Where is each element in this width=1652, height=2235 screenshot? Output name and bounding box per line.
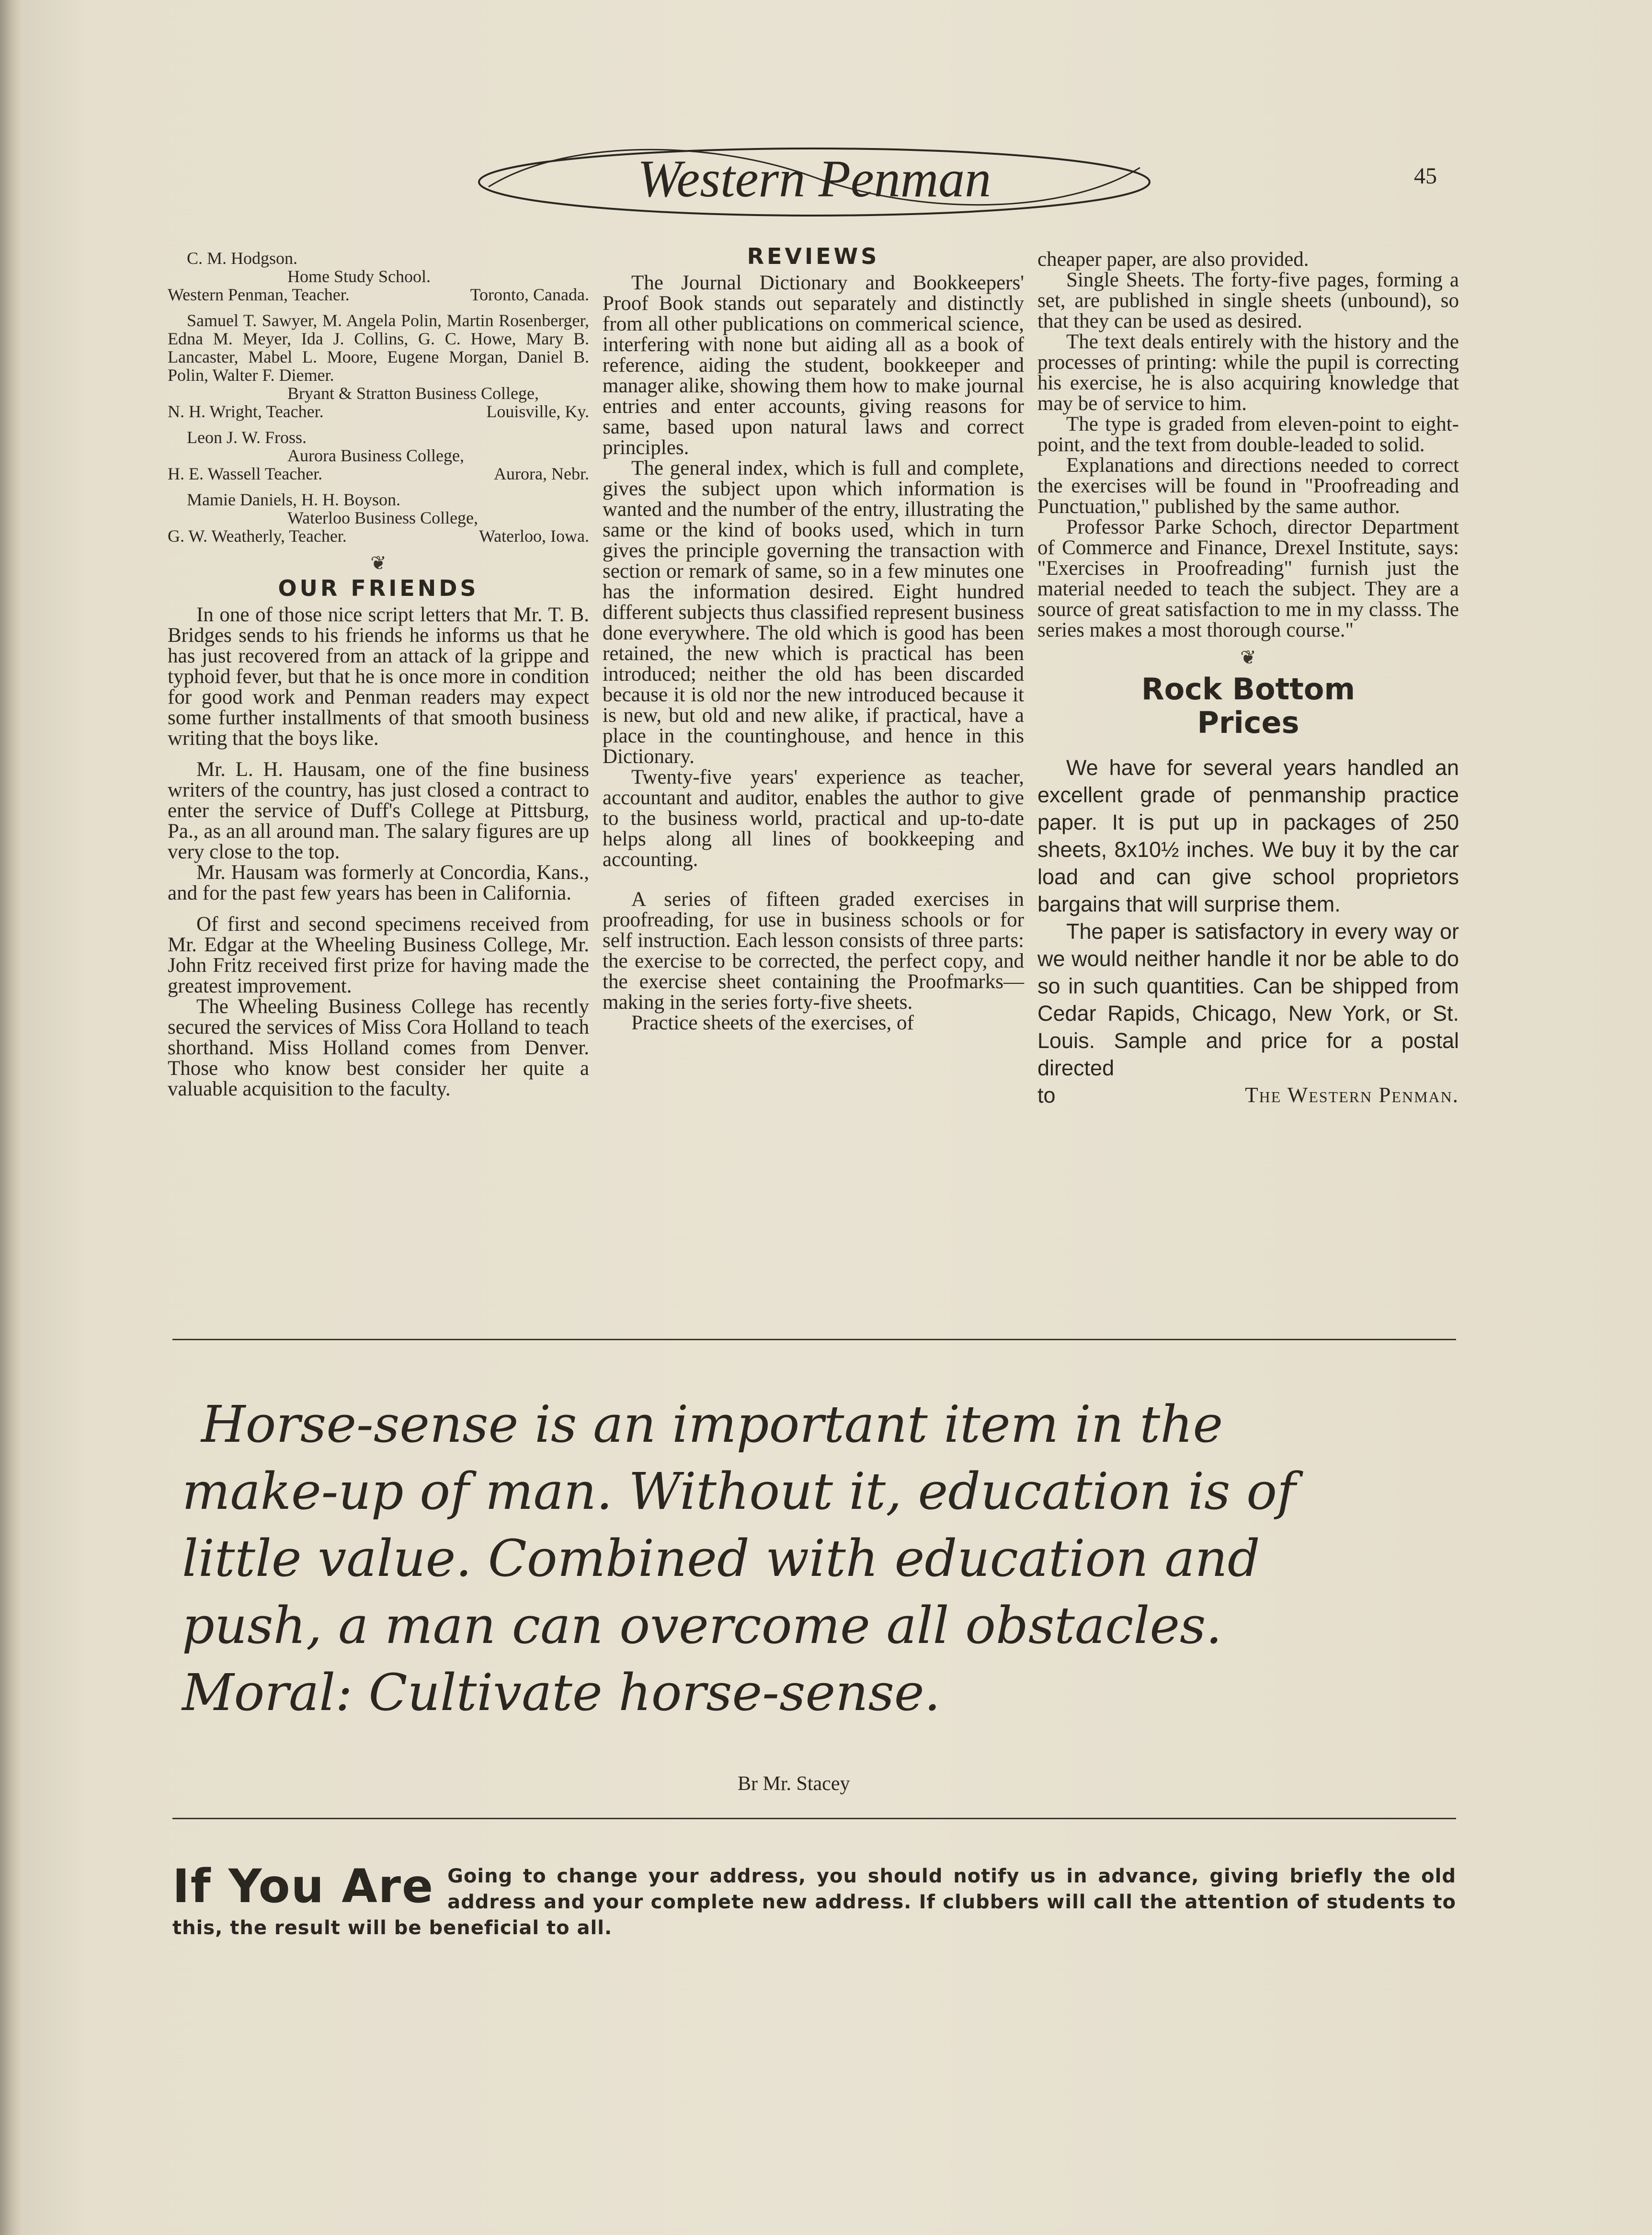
list-entry-school: Bryant & Stratton Business College, bbox=[287, 384, 539, 403]
paragraph: Professor Parke Schoch, director Department of Commerce and Finance, Drexel Institute, says: "Exercises in Proofreading" furnish just the material needed to teach the subject. They are a source of great satisfaction to me in my classs. The series makes a most thorough course." bbox=[1037, 516, 1459, 641]
fleuron-ornament-icon: ❦ bbox=[370, 552, 387, 574]
list-entry-place: Waterloo, Iowa. bbox=[479, 526, 589, 546]
page-binding-edge bbox=[0, 0, 23, 2235]
ad-paragraph: We have for several years handled an excellent grade of penmanship practice paper. It is put up in packages of 250 sheets, 8x10½ inches. We buy it by the car load and can give school proprietors bargains that will surprise them. bbox=[1037, 755, 1459, 916]
friends-heading: OUR FRIENDS bbox=[278, 575, 479, 601]
paragraph: A series of fifteen graded exercises in proofreading, for use in business schools or for self instruction. Each lesson consists of three parts: the exercise to be corrected, the perfect copy, and the exercise sheet containing the Proofmarks—making in the series forty-five sheets. bbox=[603, 888, 1024, 1014]
script-lines-svg bbox=[172, 1389, 1475, 1724]
masthead-title: Western Penman bbox=[637, 149, 991, 208]
paragraph: In one of those nice script letters that Mr. T. B. Bridges sends to his friends he informs us that he has just recovered from an attack of la grippe and typhoid fever, but that he is once more in condition for good work and Penman readers may expect some further installments of that smooth business writing that the boys like. bbox=[168, 604, 589, 750]
paragraph: The type is graded from eleven-point to eight-point, and the text from double-leaded to solid. bbox=[1037, 413, 1459, 456]
page-number: 45 bbox=[1414, 163, 1437, 189]
list-entry bbox=[168, 249, 589, 304]
left-column bbox=[168, 249, 589, 1099]
notice-lead: If You Are bbox=[172, 1859, 434, 1913]
paragraph: The general index, which is full and complete, gives the subject upon which information is wanted and the number of the entry, illustrating the same or the kind of books used, which in turn gives the principle governing the transaction with section or remark of same, so in a few minutes one has the information desired. Eight hundred different subjects thus classified represent business done everywhere. The old which is good has been retained, the new which is practical has been introduced; neither the old has been discarded because it is old nor the new introduced because it is new, but old and new alike, if practical, have a place in the countinghouse, and hence in this Dictionary. bbox=[603, 457, 1024, 768]
paragraph: The Wheeling Business College has recently secured the services of Miss Cora Holland to teach shorthand. Miss Holland comes from Denver. Those who know best consider her quite a valuable acquisition to the faculty. bbox=[168, 995, 589, 1100]
notice-text: Going to change your address, you should notify us in advance, giving briefly the old address and your complete new address. If clubbers will call the attention of students to this, the result will be beneficial to all. bbox=[172, 1865, 1456, 1939]
script-line: Horse-sense is an important item in the bbox=[201, 1395, 1223, 1454]
script-line: Moral: Cultivate horse-sense. bbox=[182, 1663, 941, 1722]
ad-paragraph: The paper is satisfactory in every way or we would neither handle it nor be able to do so in such quantities. Can be shipped from Cedar Rapids, Chicago, New York, or St. Louis. Sample and price for a postal directed bbox=[1037, 919, 1459, 1080]
paragraph: Practice sheets of the exercises, of bbox=[631, 1012, 914, 1034]
paragraph: Twenty-five years' experience as teacher, accountant and auditor, enables the author to give to the business world, practical and up-to-date helps along all lines of bookkeeping and accounting. bbox=[603, 766, 1024, 871]
penmanship-specimen bbox=[172, 1389, 1475, 1724]
list-entry bbox=[168, 490, 589, 545]
list-entry-teacher: Western Penman, Teacher. bbox=[168, 285, 350, 304]
script-line: push, a man can overcome all obstacles. bbox=[182, 1596, 1222, 1655]
list-entry-name: C. M. Hodgson. bbox=[187, 249, 298, 268]
divider-rule bbox=[172, 1339, 1456, 1340]
ad-heading bbox=[1037, 673, 1459, 740]
paragraph: cheaper paper, are also provided. bbox=[1037, 248, 1309, 271]
list-entry-names: Samuel T. Sawyer, M. Angela Polin, Martin Rosenberger, Edna M. Meyer, Ida J. Collins, G. C. Howe, Mary B. Lancaster, Mabel L. Moore, Eugene Morgan, Daniel B. Polin, Walter F. Diemer. bbox=[168, 311, 589, 385]
paragraph: Single Sheets. The forty-five pages, forming a set, are published in single sheets (unbound), so that they can be used as desired. bbox=[1037, 269, 1459, 332]
fleuron-ornament-icon: ❦ bbox=[1240, 647, 1256, 668]
list-entry-place: Aurora, Nebr. bbox=[494, 464, 589, 483]
ad-heading-line: Prices bbox=[1197, 705, 1299, 740]
ad-to: to bbox=[1037, 1083, 1056, 1107]
divider-rule bbox=[172, 1818, 1456, 1819]
list-entry-teacher: G. W. Weatherly, Teacher. bbox=[168, 526, 347, 546]
list-entry-place: Toronto, Canada. bbox=[470, 285, 589, 304]
paragraph: The text deals entirely with the history and the processes of printing: while the pupil is correcting his exercise, he is also acquiring knowledge that may be of service to him. bbox=[1037, 331, 1459, 415]
list-entry bbox=[168, 311, 589, 421]
list-entry-teacher: N. H. Wright, Teacher. bbox=[168, 402, 324, 421]
paragraph: Of first and second specimens received from Mr. Edgar at the Wheeling Business College, Mr. John Fritz received first prize for having made the greatest improvement. bbox=[168, 913, 589, 997]
specimen-byline: Br Mr. Stacey bbox=[738, 1773, 850, 1795]
list-entry-place: Louisville, Ky. bbox=[486, 402, 589, 421]
masthead-logo bbox=[469, 129, 1159, 225]
list-entry bbox=[168, 428, 589, 483]
script-line: little value. Combined with education and bbox=[182, 1529, 1260, 1588]
masthead-script-svg bbox=[469, 129, 1159, 225]
script-line: make-up of man. Without it, education is of bbox=[182, 1462, 1296, 1521]
paragraph: Explanations and directions needed to correct the exercises will be found in "Proofreading and Punctuation," published by the same author. bbox=[1037, 454, 1459, 518]
right-column bbox=[1037, 249, 1459, 1109]
paragraph: Mr. L. H. Hausam, one of the fine business writers of the country, has just closed a contract to enter the service of Duff's College at Pittsburg, Pa., as an all around man. The salary figures are up very close to the top. bbox=[168, 758, 589, 863]
address-notice bbox=[172, 1859, 1456, 1941]
reviews-heading: REVIEWS bbox=[747, 243, 880, 269]
list-entry-name: Leon J. W. Fross. bbox=[187, 428, 307, 447]
list-entry-school: Home Study School. bbox=[287, 267, 431, 286]
paragraph: Mr. Hausam was formerly at Concordia, Kans., and for the past few years has been in California. bbox=[168, 861, 589, 904]
ad-signoff: The Western Penman. bbox=[1245, 1083, 1459, 1107]
list-entry-name: Mamie Daniels, H. H. Boyson. bbox=[187, 490, 400, 509]
list-entry-teacher: H. E. Wassell Teacher. bbox=[168, 464, 323, 483]
ad-body bbox=[1037, 754, 1459, 1109]
middle-column bbox=[603, 243, 1024, 1034]
ad-heading-line: Rock Bottom bbox=[1141, 672, 1356, 707]
list-entry-school: Aurora Business College, bbox=[287, 446, 464, 465]
ad-signoff-row bbox=[1037, 1082, 1459, 1109]
paragraph: The Journal Dictionary and Bookkeepers' Proof Book stands out separately and distinctly from all other publications on commerical science, interfering with none but aiding all as a book of reference, aiding the student, bookkeeper and manager alike, showing them how to make journal entries and enter accounts, giving reasons for same, based upon natural laws and correct principles. bbox=[603, 272, 1024, 459]
list-entry-school: Waterloo Business College, bbox=[287, 508, 479, 527]
